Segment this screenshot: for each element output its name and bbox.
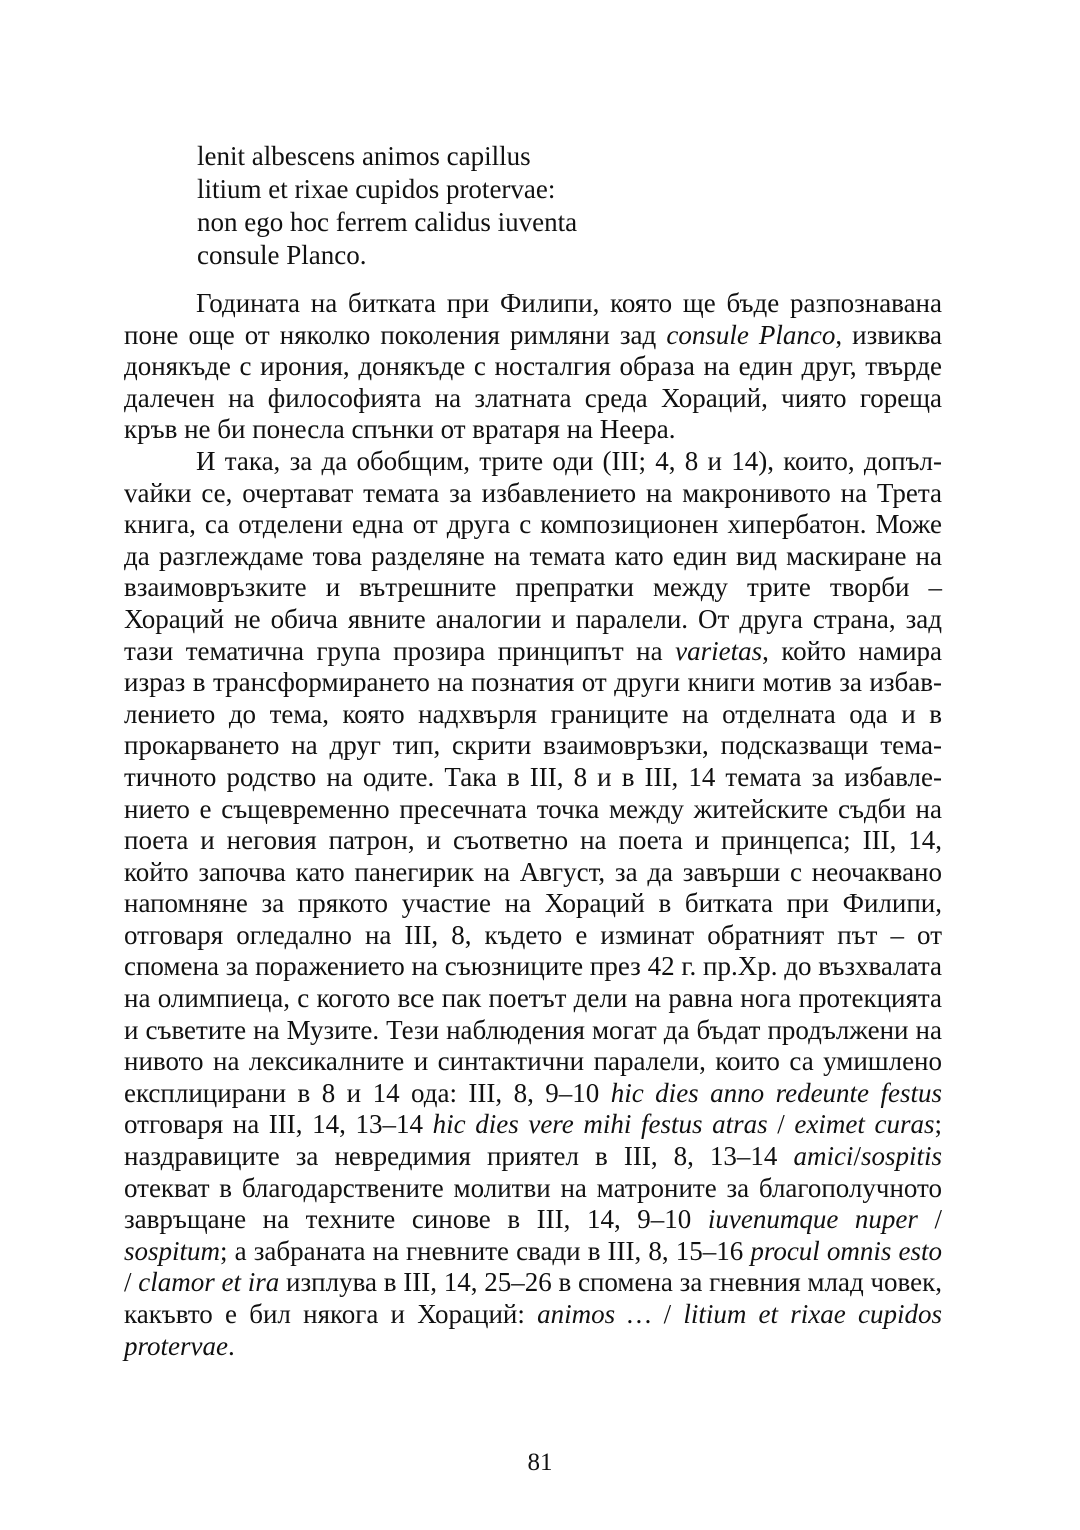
text-run: И така, за да обобщим, трите оди (III; 4, 8 и 14), които, допълvайки се, очертават темата за избавлението на макронивото на Трета книга, са отделени една от друга с композиционен хипербатон. Може да разглеждаме това разделяне на темата като един вид маскиране на взаимовръзките и вътрешните препратки между трите творби – Хораций не обича явните аналогии и паралели. От друга страна, зад тази тематична група прозира принципът на xyxy=(124,445,942,666)
italic-phrase: sospitis xyxy=(860,1141,942,1172)
italic-phrase: animos … xyxy=(537,1299,652,1329)
verse-line: consule Planco. xyxy=(197,240,367,270)
italic-phrase: varietas xyxy=(675,635,763,666)
text-run: / xyxy=(124,1267,139,1298)
text-run: отекват в благодарствените молитви на матроните за благополучното завръщане на техните синове в III, 14, 9–10 xyxy=(124,1172,942,1235)
text-run: . xyxy=(227,1330,235,1361)
italic-phrase: clamor et ira xyxy=(138,1267,280,1298)
italic-phrase: consule Planco xyxy=(666,319,836,350)
italic-phrase: procul omnis esto xyxy=(750,1235,942,1266)
verse-line: lenit albescens animos capillus xyxy=(197,141,531,171)
text-run: / xyxy=(853,1141,861,1172)
body-paragraph xyxy=(124,446,942,1362)
body-paragraph xyxy=(124,288,942,446)
italic-phrase: hic dies anno redeunte festus xyxy=(610,1077,942,1108)
text-run: изплува в III, 14, 25–26 в спомена за гневния млад човек, какъвто е бил някога и Хораций: xyxy=(124,1267,942,1329)
italic-phrase: iuvenumque nuper xyxy=(707,1204,918,1235)
verse-line: non ego hoc ferrem calidus iuventa xyxy=(197,207,578,237)
page-number: 81 xyxy=(527,1449,553,1476)
text-run: ; а забраната на гневните свади в III, 8, 15–16 xyxy=(220,1235,751,1266)
italic-phrase: hic dies vere mihi festus atras xyxy=(432,1109,768,1140)
verse-quote xyxy=(197,140,942,272)
text-run: , който намира израз в трансформирането на познатия от други книги мотив за избавлението до тема, която надхвърля границите на отделната ода и в прокарването на друг тип, скрити взаимовръзки, подсказващи тематичното родство на одите. Така в III, 8 и в III, 14 темата за избавлението е същевременно пресечната точка между житейските съдби на поета и неговия патрон, и съответно на поета и принцепса; III, 14, който започва като панегирик на Август, за да завърши с неочаквано напомняне за прякото участие на Хораций в битката при Филипи, отговаря огледално на III, 8, където е изминат обратният път – от спомена за поражението на съюзниците през 42 г. пр.Хр. до възхвалата на олимпиеца, с когото все пак поетът дели на равна нога протекцията и съветите на Музите. Тези наблюдения могат да бъдат продължени на нивото на лексикалните и синтактични паралели, които са умишлено експлицирани в 8 и 14 ода: III, 8, 9–10 xyxy=(124,635,943,1108)
verse-line: litium et rixae cupidos protervae: xyxy=(197,174,556,204)
italic-phrase: litium et rixae cupidos protervae xyxy=(124,1299,942,1361)
page-body xyxy=(124,140,942,1362)
italic-phrase: amici xyxy=(793,1141,854,1172)
italic-phrase: eximet curas xyxy=(794,1109,935,1140)
text-run: / xyxy=(767,1109,795,1140)
text-run: / xyxy=(917,1204,942,1235)
text-run: Годината на битката при Филипи, която ще бъде разпознавана поне още от няколко поколения римляни зад xyxy=(124,288,942,350)
italic-phrase: sospitum xyxy=(124,1235,221,1266)
text-run: / xyxy=(651,1299,684,1329)
text-run: ; наздравиците за невредимия приятел в III, 8, 13–14 xyxy=(124,1109,942,1172)
text-run: отговаря на III, 14, 13–14 xyxy=(124,1109,433,1140)
text-run: , извиква донякъде с ирония, донякъде с носталгия образа на един друг, твърде далечен на философията на златната среда Хораций, чиято гореща кръв не би понесла спънки от вратаря на Неера. xyxy=(124,319,942,445)
